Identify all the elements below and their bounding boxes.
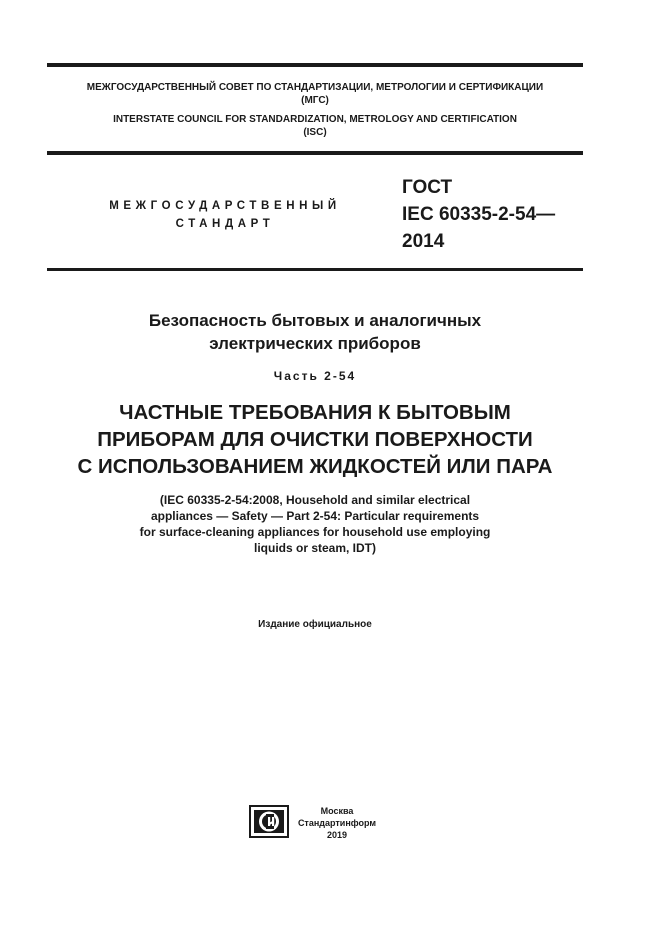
standard-label-line1: МЕЖГОСУДАРСТВЕННЫЙ (109, 200, 341, 212)
council-en-abbr: (ISC) (303, 127, 327, 138)
standartinform-logo-icon (249, 805, 289, 838)
standard-label-line2: СТАНДАРТ (175, 218, 275, 230)
iec-reference-line4: liquids or steam, IDT) (253, 541, 376, 555)
lower-rule (47, 268, 583, 271)
publisher-name: Стандартинформ (297, 818, 377, 828)
iec-reference-line1: (IEC 60335-2-54:2008, Household and similar electrical (159, 493, 471, 507)
designation-line3: 2014 (402, 231, 445, 252)
council-ru-name: МЕЖГОСУДАРСТВЕННЫЙ СОВЕТ ПО СТАНДАРТИЗАЦИИ, МЕТРОЛОГИИ И СЕРТИФИКАЦИИ (86, 82, 544, 93)
document-title-line1: Безопасность бытовых и аналогичных (148, 311, 482, 330)
part-number: Часть 2-54 (273, 369, 357, 383)
subtitle-line2: ПРИБОРАМ ДЛЯ ОЧИСТКИ ПОВЕРХНОСТИ (97, 428, 533, 451)
designation-line2: IEC 60335-2-54— (402, 204, 556, 225)
publication-year: 2019 (326, 830, 348, 840)
council-ru (47, 81, 583, 107)
edition-note: Издание официальное (258, 619, 372, 630)
designation-line1: ГОСТ (402, 177, 453, 198)
council-en-name: INTERSTATE COUNCIL FOR STANDARDIZATION, METROLOGY AND CERTIFICATION (113, 114, 517, 125)
iec-reference-line2: appliances — Safety — Part 2-54: Particular requirements (150, 509, 480, 523)
middle-rule (47, 151, 583, 155)
council-en (47, 113, 583, 139)
top-rule (47, 63, 583, 67)
iec-reference-line3: for surface-cleaning appliances for household use employing (139, 525, 491, 539)
council-ru-abbr: (МГС) (301, 95, 329, 106)
subtitle-line1: ЧАСТНЫЕ ТРЕБОВАНИЯ К БЫТОВЫМ (119, 401, 511, 424)
document-title-line2: электрических приборов (209, 334, 421, 353)
publisher-city: Москва (320, 806, 354, 816)
subtitle-line3: С ИСПОЛЬЗОВАНИЕМ ЖИДКОСТЕЙ ИЛИ ПАРА (77, 455, 553, 478)
